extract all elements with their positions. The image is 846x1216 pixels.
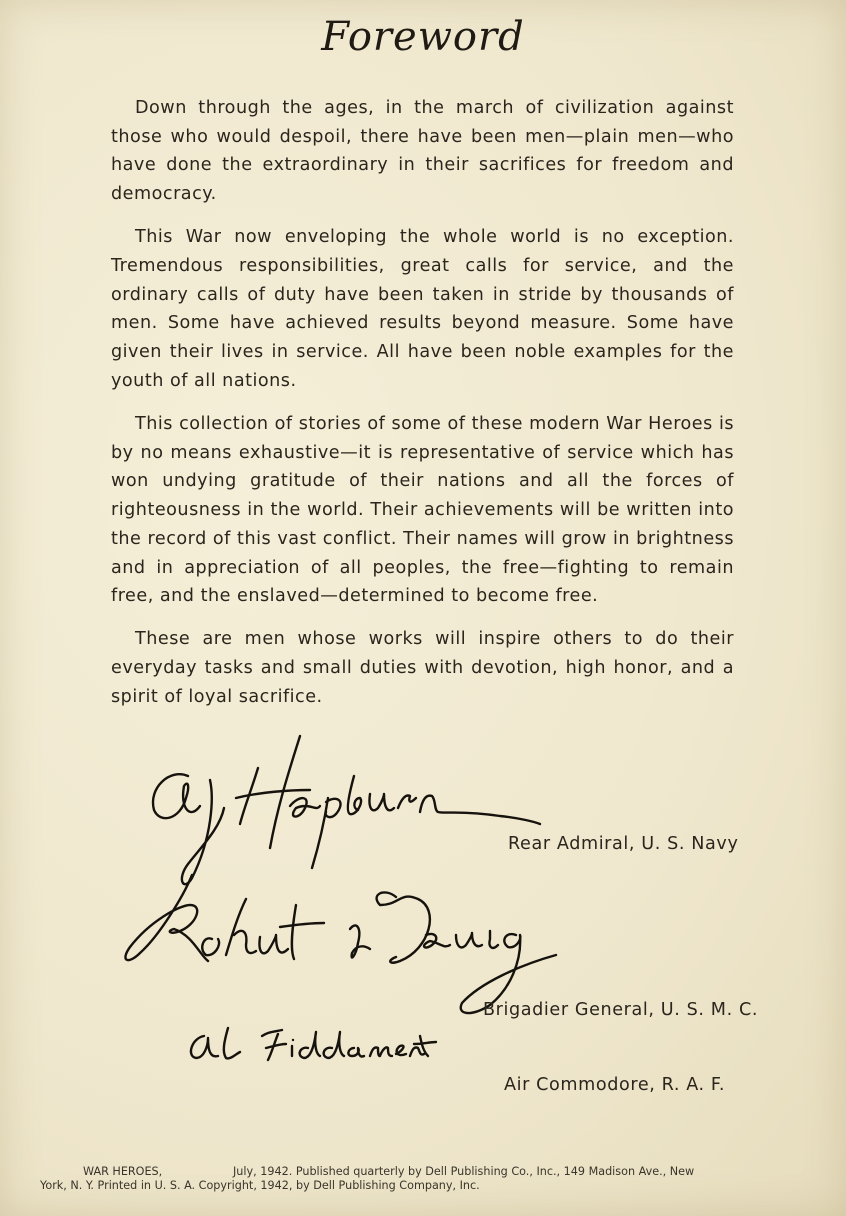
paragraph: This collection of stories of some of these modern War Heroes is by no means exhaustive—it is representative of service which has won undying gratitude of their nations and all the forces of righteousness in the world. Their achievements will be written into the record of this vast conflict. Their names will grow in brightness and in appreciation of all peoples, the free—fighting to remain free, and the enslaved—determined to become free. [111, 414, 734, 607]
paragraph: This War now enveloping the whole world is no exception. Tremendous responsibilities, great calls for service, and the ordinary calls of duty have been taken in stride by thousands of men. Some have achieved results beyond measure. Some have given their lives in service. All have been noble examples for the youth of all nations. [111, 227, 734, 391]
publication-imprint [40, 1165, 810, 1193]
page-title: Foreword [321, 14, 525, 60]
paragraph: These are men whose works will inspire others to do their everyday tasks and small duties with devotion, high honor, and a spirit of loyal sacrifice. [111, 629, 734, 707]
foreword-body [111, 94, 734, 726]
paragraph: Down through the ages, in the march of civilization against those who would despoil, there have been men—plain men—who have done the extraordinary in their sacrifices for freedom and democracy. [111, 98, 734, 205]
signatory-title: Rear Admiral, U. S. Navy [508, 834, 739, 854]
signatory-title: Brigadier General, U. S. M. C. [483, 1000, 759, 1020]
magazine-name: WAR HEROES, [83, 1165, 163, 1178]
signatory-title: Air Commodore, R. A. F. [504, 1075, 726, 1095]
imprint-line: WAR HEROES, July, 1942. Published quarterly by Dell Publishing Co., Inc., 149 Madison Ave., New [83, 1165, 695, 1178]
imprint-line: York, N. Y. Printed in U. S. A. Copyright, 1942, by Dell Publishing Company, Inc. [40, 1179, 480, 1192]
signature-fiddament [182, 1018, 442, 1078]
